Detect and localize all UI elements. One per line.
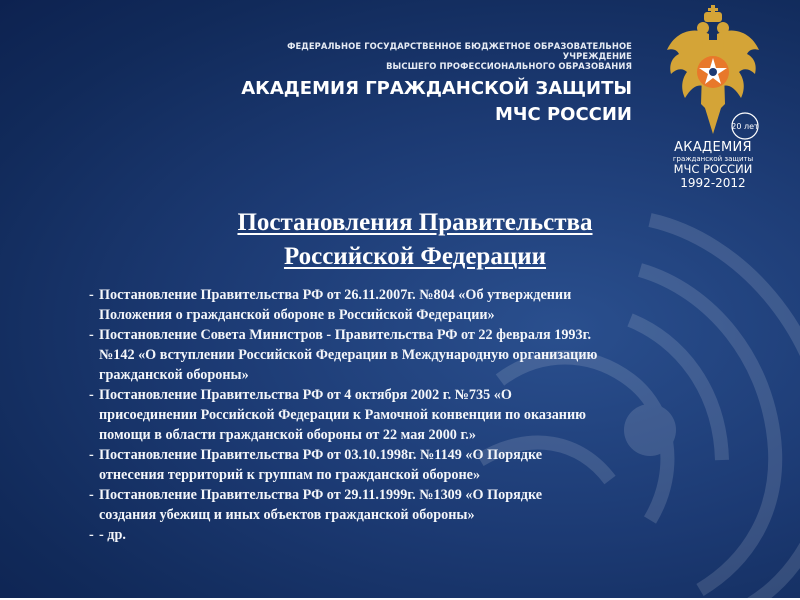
list-dash: - <box>89 387 94 403</box>
academy-line-2: МЧС РОССИИ <box>495 104 632 125</box>
list-item-line: присоединении Российской Федерации к Рамочной конвенции по оказанию <box>99 407 586 423</box>
list-item-line: Постановление Правительства РФ от 29.11.1999г. №1309 «О Порядке <box>99 487 543 503</box>
list-item <box>89 325 749 385</box>
academy-name <box>240 76 632 128</box>
list-item <box>89 285 749 325</box>
list-item <box>89 485 749 525</box>
list-item <box>89 525 749 545</box>
list-item-line: Постановление Правительства РФ от 26.11.2007г. №804 «Об утверждении <box>99 287 572 303</box>
title-line-2: Российской Федерации <box>283 243 547 270</box>
resolutions-list <box>89 285 749 545</box>
slide-title <box>150 206 680 274</box>
logo-anniversary-text: 20 лет <box>731 122 759 131</box>
academy-line-1: АКАДЕМИЯ ГРАЖДАНСКОЙ ЗАЩИТЫ <box>241 78 632 99</box>
list-item-line: помощи в области гражданской обороны от 22 мая 2000 г.» <box>99 427 476 443</box>
list-item <box>89 385 749 445</box>
logo-caption-academy: АКАДЕМИЯ <box>674 140 752 155</box>
list-item-line: - др. <box>99 527 126 543</box>
list-item-line: создания убежищ и иных объектов гражданской обороны» <box>99 507 475 523</box>
institution-line-1: ФЕДЕРАЛЬНОЕ ГОСУДАРСТВЕННОЕ БЮДЖЕТНОЕ ОБРАЗОВАТЕЛЬНОЕ УЧРЕЖДЕНИЕ <box>287 41 632 61</box>
list-item-line: №142 «О вступлении Российской Федерации в Международную организацию <box>99 347 598 363</box>
logo-caption-mchs: МЧС РОССИИ <box>673 162 753 176</box>
list-dash: - <box>89 287 94 303</box>
institution-name <box>240 41 632 71</box>
logo-caption-civil-defense: гражданской защиты <box>672 155 754 163</box>
list-dash: - <box>89 487 94 503</box>
list-dash: - <box>89 447 94 463</box>
list-dash: - <box>89 527 94 543</box>
institution-line-2: ВЫСШЕГО ПРОФЕССИОНАЛЬНОГО ОБРАЗОВАНИЯ <box>386 61 632 71</box>
list-item-line: Постановление Совета Министров - Правительства РФ от 22 февраля 1993г. <box>99 327 591 343</box>
list-item-line: Постановление Правительства РФ от 4 октября 2002 г. №735 «О <box>99 387 512 403</box>
list-item-line: Постановление Правительства РФ от 03.10.1998г. №1149 «О Порядке <box>99 447 543 463</box>
list-item-line: гражданской обороны» <box>99 367 249 383</box>
logo-caption <box>663 141 763 190</box>
logo-caption-years: 1992-2012 <box>680 176 746 190</box>
list-dash: - <box>89 327 94 343</box>
title-line-1: Постановления Правительства <box>237 209 593 236</box>
list-item <box>89 445 749 485</box>
list-item-line: Положения о гражданской обороне в Российской Федерации» <box>99 307 495 323</box>
list-item-line: отнесения территорий к группам по гражданской обороне» <box>99 467 481 483</box>
